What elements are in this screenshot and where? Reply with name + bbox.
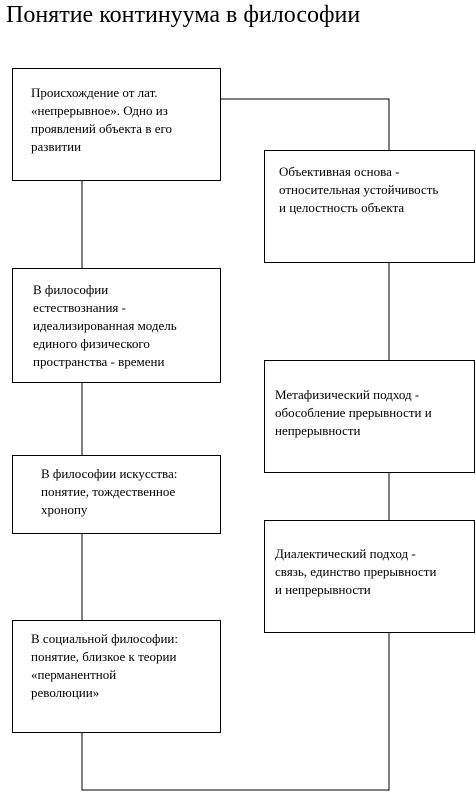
box-dialectical [264, 520, 475, 633]
box-metaphysical-text: Метафизический подход - обособление прерывности и непрерывности [275, 387, 432, 438]
box-art [12, 455, 221, 534]
box-objective-basis-text: Объективная основа - относительная устойчивость и целостность объекта [279, 164, 439, 215]
diagram-title: Понятие континуума в философии [6, 2, 361, 28]
box-social [12, 620, 221, 733]
box-origin-text: Происхождение от лат. «непрерывное». Одно из проявлений объекта в его развитии [31, 85, 172, 154]
box-natural-science-text: В философии естествознания - идеализированная модель единого физического пространства - времени [33, 282, 177, 369]
box-social-text: В социальной философии: понятие, близкое к теории «перманентной революции» [31, 631, 178, 700]
box-metaphysical [264, 360, 475, 473]
connector-origin-to-objective [220, 99, 389, 150]
box-objective-basis [264, 150, 475, 263]
box-natural-science [12, 268, 221, 383]
box-art-text: В философии искусства: понятие, тождественное хронопу [41, 466, 178, 517]
box-dialectical-text: Диалектический подход - связь, единство прерывности и непрерывности [275, 546, 437, 597]
box-origin [12, 68, 221, 181]
